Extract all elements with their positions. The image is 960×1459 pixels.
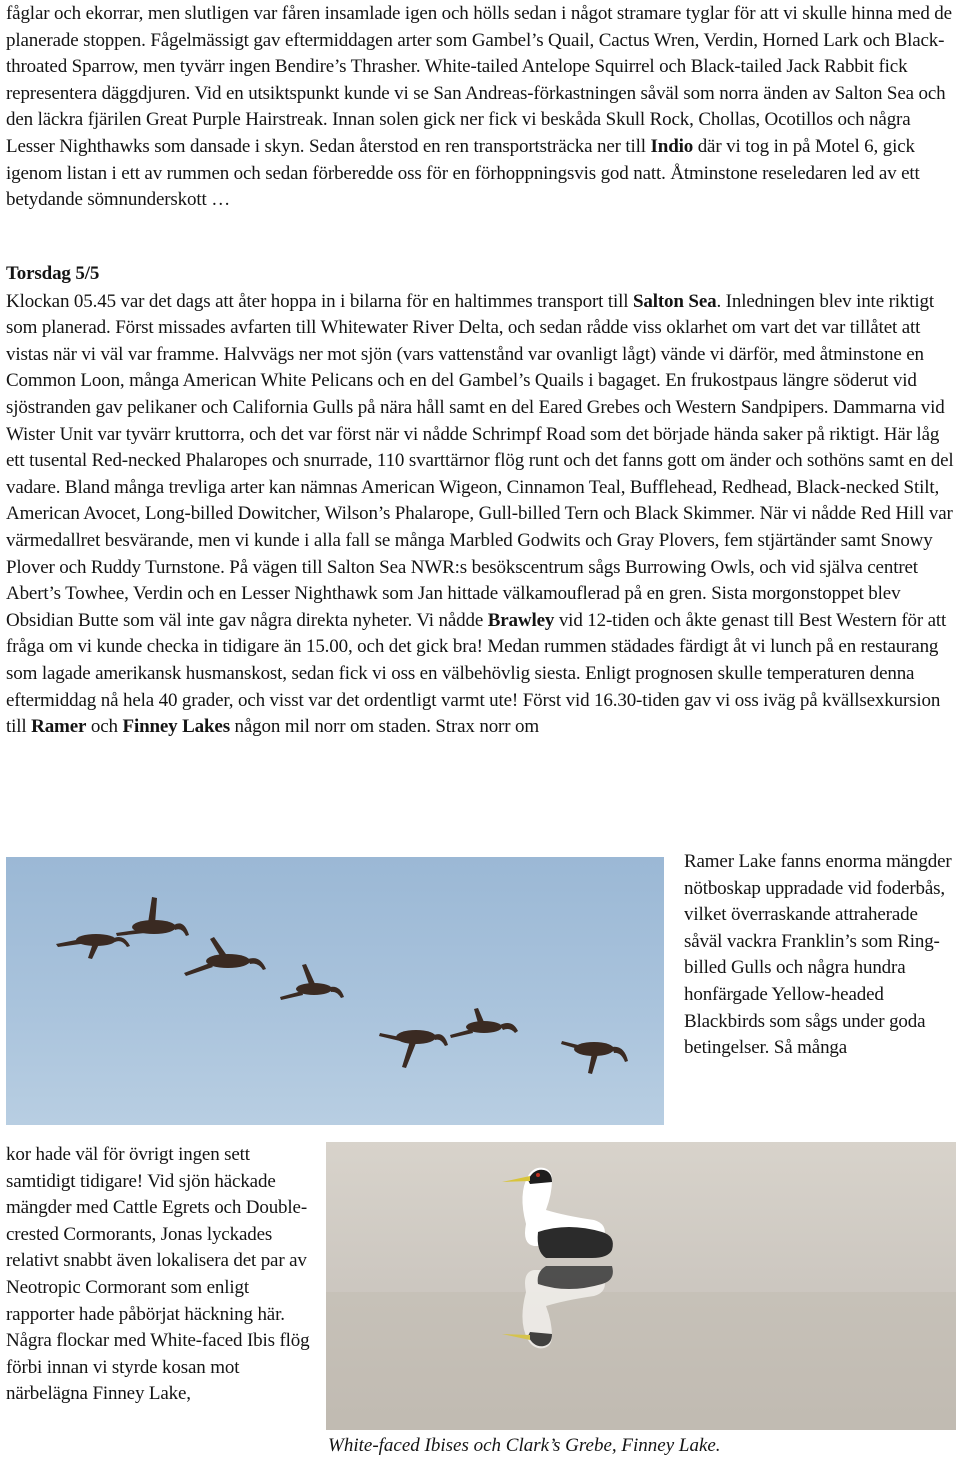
- ibis-bird-6: [450, 1008, 518, 1038]
- paragraph-finney-lake: kor hade väl för övrigt ingen sett samtidigt tidigare! Vid sjön häckade mängder med Cattle Egrets och Double-crested Cormorants, Jonas lyckades relativt snabbt även lokalisera det par av Neotropic Cormorant som enligt rapporter hade påbörjat häckning här. Några flockar med White-faced Ibis flög förbi innan vi styrde kosan mot närbelägna Finney Lake,: [6, 1144, 310, 1405]
- section-thursday: [6, 261, 954, 741]
- paragraph-evening: [6, 1, 954, 214]
- bold-place-name: Salton Sea: [632, 290, 717, 312]
- photo-caption: White-faced Ibises och Clark’s Grebe, Finney Lake.: [328, 1435, 721, 1456]
- bold-place-name: Indio: [650, 135, 694, 157]
- ibis-bird-4: [280, 964, 344, 1000]
- paragraph-thursday: [6, 289, 954, 741]
- bold-place-name: Brawley: [487, 609, 555, 631]
- text-run: Klockan 05.45 var det dags att åter hoppa in i bilarna för en haltimmes transport till: [6, 290, 633, 312]
- grebe-image: [326, 1142, 956, 1430]
- text-run: någon mil norr om staden. Strax norr om: [229, 716, 539, 738]
- text-run: . Inledningen blev inte riktigt som planerad. Först missades avfarten till Whitewater River Delta, och sedan rådde viss oklarhet om vart det var tillåtet att vistas när vi väl var framme. Halvvägs ner mot sjön (vars vattenstånd var ovanligt lågt) vände vi därför, med åtminstone en Common Loon, många American White Pelicans och en del Gambel’s Quails i bagaget. En frukostpaus längre söderut vid sjöstranden gav pelikaner och California Gulls på nära håll samt en del Eared Grebes och Western Sandpipers. Dammarna vid Wister Unit var tyvärr kruttorra, och det var först när vi nådde Schrimpf Road som det började hända saker på riktigt. Här låg ett tusental Red-necked Phalaropes och snurrade, 110 svarttärnor flög runt och det fanns gott om änder och sothöns samt en del vadare. Bland många trevliga arter kan nämnas American Wigeon, Cinnamon Teal, Bufflehead, Redhead, Black-necked Stilt, American Avocet, Long-billed Dowitcher, Wilson’s Phalarope, Gull-billed Tern och Black Skimmer. När vi nådde Red Hill var värmedallret besvärande, men vi kunde i alla fall se många Marbled Godwits och Gray Plovers, fem stjärtänder samt Snowy Plover och Ruddy Turnstone. På vägen till Salton Sea NWR:s besökscentrum sågs Burrowing Owls, och vid själva centret Abert’s Towhee, Verdin och en Lesser Nighthawk som Jan hittade välkamouflerad på en gren. Sista morgonstoppet blev Obsidian Butte som väl inte gav några direkta nyheter. Vi nådde: [6, 290, 954, 631]
- grebe-body: [502, 1168, 613, 1258]
- text-run: och: [86, 716, 123, 738]
- ibis-bird-2: [116, 897, 189, 936]
- ibis-photo: [6, 857, 664, 1125]
- text-run: fåglar och ekorrar, men slutligen var fåren insamlade igen och hölls sedan i något stramare tyglar för att vi skulle hinna med de planerade stoppen. Fågelmässigt gav eftermiddagen arter som Gambel’s Quail, Cactus Wren, Verdin, Horned Lark och Black-throated Sparrow, men tyvärr ingen Bendire’s Thrasher. White-tailed Antelope Squirrel och Black-tailed Jack Rabbit fick representera däggdjuren. Vid en utsiktspunkt kunde vi se San Andreas-förkastningen såväl som norra änden av Salton Sea och den läckra fjärilen Great Purple Hairstreak. Innan solen gick ner fick vi beskåda Skull Rock, Chollas, Ocotillos och några Lesser Nighthawks som dansade i skyn. Sedan återstod en ren transportsträcka ner till: [6, 3, 952, 157]
- ibis-bird-7: [561, 1041, 628, 1074]
- bold-place-name: Finney Lakes: [122, 716, 230, 738]
- section-heading: Torsdag 5/5: [6, 263, 100, 284]
- text-run: där vi tog in på Motel 6, gick igenom listan i ett av rummen och sedan förberedde oss för en förhoppningsvis god natt. Åtminstone reseledaren led av ett betydande sömnunderskott …: [6, 135, 920, 211]
- text-run: vid 12-tiden och åkte genast till Best Western för att fråga om vi kunde checka in tidigare än 15.00, och det gick bra! Medan rummen städades färdigt åt vi lunch på en restaurang som lagade amerikansk husmanskost, sedan fick vi oss en välbehövlig siesta. Enligt prognosen skulle temperaturen denna eftermiddag nå hela 40 grader, och visst var det ordentligt varmt ute! Först vid 16.30-tiden gav vi oss iväg på kvällsexkursion till: [6, 609, 947, 738]
- paragraph-ramer-lake: Ramer Lake fanns enorma mängder nötboskap uppradade vid foderbås, vilket överraskande attraherade såväl vackra Franklin’s som Ring-billed Gulls och några hundra honfärgade Yellow-headed Blackbirds som sågs under goda betingelser. Så många: [684, 851, 952, 1059]
- ibis-bird-1: [56, 934, 130, 959]
- bold-place-name: Ramer: [31, 716, 87, 738]
- ibis-bird-5: [379, 1030, 448, 1068]
- ibis-bird-3: [184, 937, 266, 976]
- ibis-flock-image: [6, 857, 664, 1125]
- grebe-photo: [326, 1142, 956, 1430]
